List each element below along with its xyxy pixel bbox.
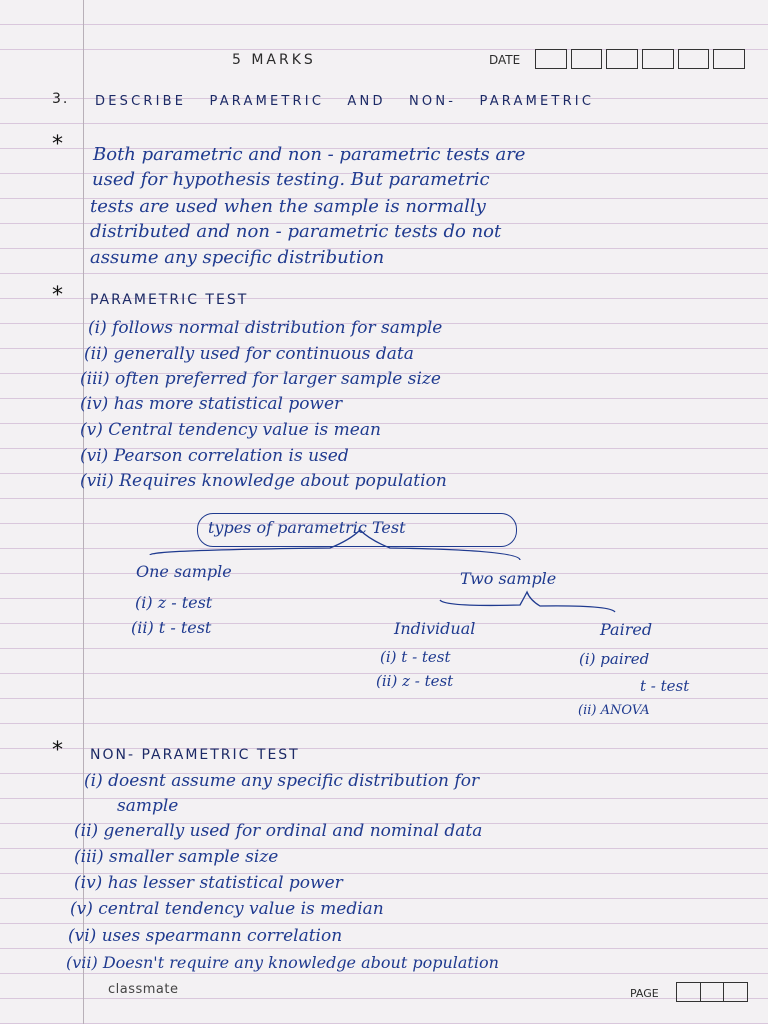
parametric-item: (i) follows normal distribution for sample bbox=[88, 318, 443, 338]
nonparametric-item: (ii) generally used for ordinal and nominal data bbox=[74, 821, 483, 841]
page-label: PAGE bbox=[630, 987, 659, 1000]
nonparametric-item: (v) central tendency value is median bbox=[70, 899, 384, 919]
paired-item: (i) paired bbox=[579, 650, 650, 668]
one-sample-item: (ii) t - test bbox=[131, 618, 212, 637]
parametric-item: (iv) has more statistical power bbox=[80, 394, 343, 414]
nonparametric-item: (vi) uses spearmann correlation bbox=[68, 926, 343, 946]
bullet-star: * bbox=[52, 283, 63, 308]
intro-line: used for hypothesis testing. But parametric bbox=[92, 169, 490, 190]
intro-line: distributed and non - parametric tests do not bbox=[90, 221, 502, 242]
page-number-boxes bbox=[676, 982, 748, 1002]
intro-line: assume any specific distribution bbox=[90, 247, 385, 268]
question-text: DESCRIBE PARAMETRIC AND NON- PARAMETRIC bbox=[95, 94, 595, 109]
date-label: DATE bbox=[489, 53, 521, 67]
individual-label: Individual bbox=[394, 619, 476, 638]
paired-item: t - test bbox=[640, 677, 690, 695]
parametric-item: (v) Central tendency value is mean bbox=[80, 420, 381, 440]
brand-logo: classmate bbox=[108, 982, 179, 997]
bullet-star: * bbox=[52, 738, 63, 763]
individual-item: (i) t - test bbox=[380, 648, 451, 666]
nonparametric-item: (i) doesnt assume any specific distribution for bbox=[84, 771, 480, 791]
one-sample-label: One sample bbox=[136, 562, 232, 581]
paired-label: Paired bbox=[600, 620, 653, 639]
types-title: types of parametric Test bbox=[208, 518, 406, 537]
nonparametric-item: (iv) has lesser statistical power bbox=[74, 873, 343, 893]
intro-line: Both parametric and non - parametric tests are bbox=[93, 144, 526, 165]
nonparametric-item: (vii) Doesn't require any knowledge about population bbox=[66, 953, 499, 972]
page-box bbox=[724, 983, 747, 1001]
nonparametric-heading: NON- PARAMETRIC TEST bbox=[90, 747, 300, 763]
parametric-item: (iii) often preferred for larger sample size bbox=[80, 369, 441, 389]
two-sample-label: Two sample bbox=[460, 569, 557, 588]
intro-line: tests are used when the sample is normally bbox=[90, 196, 486, 217]
one-sample-item: (i) z - test bbox=[135, 593, 213, 612]
parametric-heading: PARAMETRIC TEST bbox=[90, 292, 249, 308]
individual-item: (ii) z - test bbox=[376, 672, 454, 690]
page-box bbox=[677, 983, 701, 1001]
parametric-item: (ii) generally used for continuous data bbox=[84, 344, 414, 364]
paired-item: (ii) ANOVA bbox=[578, 703, 650, 718]
question-number: 3. bbox=[52, 91, 70, 107]
nonparametric-item: (iii) smaller sample size bbox=[74, 847, 279, 867]
marks-label: 5 MARKS bbox=[232, 52, 316, 68]
parametric-item: (vi) Pearson correlation is used bbox=[80, 446, 349, 466]
parametric-item: (vii) Requires knowledge about population bbox=[80, 471, 447, 491]
page-box bbox=[701, 983, 725, 1001]
nonparametric-item: sample bbox=[117, 796, 179, 816]
bullet-star: * bbox=[52, 132, 63, 157]
